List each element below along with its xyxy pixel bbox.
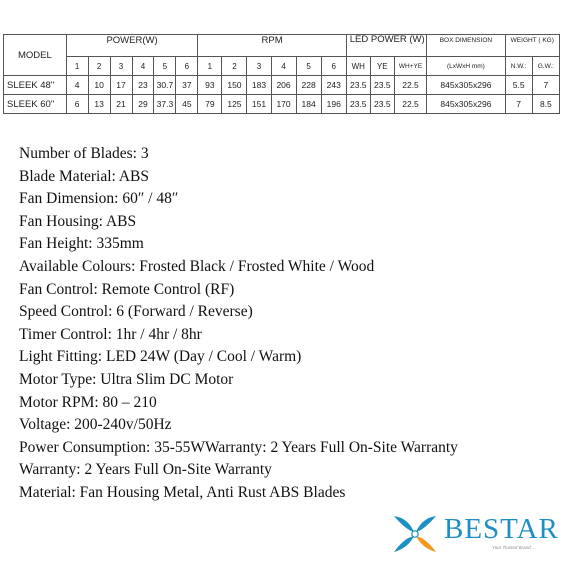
spec-fan-housing: Fan Housing: ABS: [19, 212, 137, 230]
net-weight-value: 5.5: [505, 76, 532, 95]
box-dimension-subheader: (LxWxH mm): [427, 57, 505, 76]
spec-fan-dimension: Fan Dimension: 60″ / 48″: [19, 190, 179, 208]
net-weight-header: N.W.:: [505, 57, 532, 76]
power-value: 29: [132, 95, 154, 114]
led-wh-value: 23.5: [346, 95, 370, 114]
spec-list: [19, 143, 458, 505]
gross-weight-header: G.W.:: [532, 57, 559, 76]
rpm-header: RPM: [198, 35, 346, 57]
spec-motor-type: Motor Type: Ultra Slim DC Motor: [19, 370, 234, 388]
led-wh-value: 23.5: [346, 76, 370, 95]
spec-fan-control: Fan Control: Remote Control (RF): [19, 280, 235, 298]
led-wh-ye-value: 22.5: [394, 95, 426, 114]
spec-fan-height: Fan Height: 335mm: [19, 235, 144, 253]
fan-blade-icon: [386, 510, 442, 556]
rpm-speed-6: 6: [321, 57, 346, 76]
led-wh-ye-value: 22.5: [394, 76, 426, 95]
rpm-value: 170: [271, 95, 296, 114]
spec-voltage: Voltage: 200-240v/50Hz: [19, 416, 172, 434]
rpm-speed-1: 1: [198, 57, 222, 76]
rpm-value: 228: [296, 76, 321, 95]
model-name: SLEEK 60": [4, 95, 67, 114]
power-value: 37.3: [154, 95, 176, 114]
spec-blades: Number of Blades: 3: [19, 145, 149, 162]
power-speed-5: 5: [154, 57, 176, 76]
box-dimension-value: 845x305x296: [427, 76, 505, 95]
power-header: POWER(W): [66, 35, 198, 57]
spec-table: [3, 34, 560, 114]
rpm-value: 184: [296, 95, 321, 114]
spec-timer-control: Timer Control: 1hr / 4hr / 8hr: [19, 325, 202, 343]
led-wh-header: WH: [346, 57, 370, 76]
weight-header: WEIGHT ( KG): [505, 35, 559, 57]
rpm-value: 196: [321, 95, 346, 114]
gross-weight-value: 8.5: [532, 95, 559, 114]
power-speed-1: 1: [66, 57, 88, 76]
rpm-speed-4: 4: [271, 57, 296, 76]
table-subheader-row: [4, 57, 560, 76]
power-speed-6: 6: [176, 57, 198, 76]
power-value: 4: [66, 76, 88, 95]
box-dimension-header: BOX DIMENSION: [427, 35, 505, 57]
rpm-value: 125: [222, 95, 247, 114]
brand-tagline: Your Trusted Brand ...: [492, 545, 536, 550]
rpm-value: 151: [247, 95, 271, 114]
rpm-value: 150: [222, 76, 247, 95]
rpm-value: 206: [271, 76, 296, 95]
table-row: [4, 95, 560, 114]
model-header: MODEL: [4, 35, 67, 76]
power-value: 30.7: [154, 76, 176, 95]
spec-light-fitting: Light Fitting: LED 24W (Day / Cool / Warm): [19, 348, 302, 366]
spec-speed-control: Speed Control: 6 (Forward / Reverse): [19, 303, 253, 321]
net-weight-value: 7: [505, 95, 532, 114]
box-dimension-value: 845x305x296: [427, 95, 505, 114]
rpm-value: 183: [247, 76, 271, 95]
led-power-header: LED POWER (W): [346, 35, 426, 57]
spec-power-consumption: Power Consumption: 35-55WWarranty: 2 Years Full On-Site Warranty: [19, 438, 458, 456]
rpm-speed-5: 5: [296, 57, 321, 76]
spec-blade-material: Blade Material: ABS: [19, 167, 150, 185]
led-ye-value: 23.5: [370, 95, 394, 114]
power-speed-4: 4: [132, 57, 154, 76]
led-ye-header: YE: [370, 57, 394, 76]
rpm-speed-2: 2: [222, 57, 247, 76]
power-value: 21: [110, 95, 132, 114]
table-header-row: [4, 35, 560, 57]
power-value: 17: [110, 76, 132, 95]
spec-material: Material: Fan Housing Metal, Anti Rust ABS Blades: [19, 483, 346, 501]
power-value: 45: [176, 95, 198, 114]
gross-weight-value: 7: [532, 76, 559, 95]
power-value: 13: [88, 95, 110, 114]
power-speed-2: 2: [88, 57, 110, 76]
rpm-speed-3: 3: [247, 57, 271, 76]
model-name: SLEEK 48": [4, 76, 67, 95]
power-speed-3: 3: [110, 57, 132, 76]
power-value: 23: [132, 76, 154, 95]
led-ye-value: 23.5: [370, 76, 394, 95]
power-value: 10: [88, 76, 110, 95]
spec-motor-rpm: Motor RPM: 80 – 210: [19, 393, 157, 411]
rpm-value: 243: [321, 76, 346, 95]
bestar-logo: [386, 510, 559, 556]
power-value: 37: [176, 76, 198, 95]
spec-warranty: Warranty: 2 Years Full On-Site Warranty: [19, 461, 272, 479]
power-value: 6: [66, 95, 88, 114]
rpm-value: 93: [198, 76, 222, 95]
table-row: [4, 76, 560, 95]
rpm-value: 79: [198, 95, 222, 114]
brand-name: BESTAR: [444, 513, 559, 545]
led-wh-ye-header: WH+YE: [394, 57, 426, 76]
spec-colours: Available Colours: Frosted Black / Frosted White / Wood: [19, 257, 375, 275]
